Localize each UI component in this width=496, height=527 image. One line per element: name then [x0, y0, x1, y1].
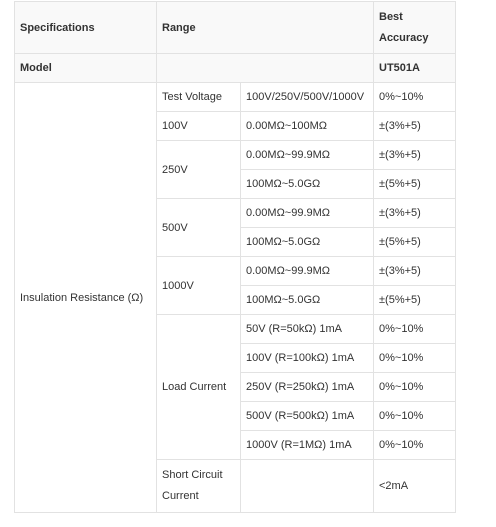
- load-current-accuracy-3: 0%~10%: [374, 373, 456, 402]
- voltage-250v-range-1: 0.00MΩ~99.9MΩ: [241, 141, 374, 170]
- load-current-accuracy-5: 0%~10%: [374, 431, 456, 460]
- specifications-table: [14, 1, 456, 513]
- voltage-250v-accuracy-2: ±(5%+5): [374, 170, 456, 199]
- load-current-accuracy-4: 0%~10%: [374, 402, 456, 431]
- model-value: UT501A: [374, 54, 456, 83]
- voltage-500v-accuracy-1: ±(3%+5): [374, 199, 456, 228]
- voltage-250v-accuracy-1: ±(3%+5): [374, 141, 456, 170]
- insulation-resistance-label: Insulation Resistance (Ω): [15, 83, 157, 513]
- load-current-label: Load Current: [157, 315, 241, 460]
- voltage-500v-range-2: 100MΩ~5.0GΩ: [241, 228, 374, 257]
- short-circuit-current-label: Short Circuit Current: [157, 460, 241, 513]
- voltage-100v-accuracy: ±(3%+5): [374, 112, 456, 141]
- voltage-1000v-accuracy-1: ±(3%+5): [374, 257, 456, 286]
- load-current-range-1: 50V (R=50kΩ) 1mA: [241, 315, 374, 344]
- model-label: Model: [15, 54, 157, 83]
- voltage-250v-range-2: 100MΩ~5.0GΩ: [241, 170, 374, 199]
- voltage-500v-label: 500V: [157, 199, 241, 257]
- header-specifications: Specifications: [15, 2, 157, 54]
- model-row: [15, 54, 456, 83]
- voltage-500v-range-1: 0.00MΩ~99.9MΩ: [241, 199, 374, 228]
- test-voltage-range: 100V/250V/500V/1000V: [241, 83, 374, 112]
- voltage-100v-label: 100V: [157, 112, 241, 141]
- load-current-range-5: 1000V (R=1MΩ) 1mA: [241, 431, 374, 460]
- load-current-range-4: 500V (R=500kΩ) 1mA: [241, 402, 374, 431]
- load-current-accuracy-1: 0%~10%: [374, 315, 456, 344]
- voltage-100v-range: 0.00MΩ~100MΩ: [241, 112, 374, 141]
- voltage-1000v-range-1: 0.00MΩ~99.9MΩ: [241, 257, 374, 286]
- model-empty-cell: [157, 54, 374, 83]
- table-header-row: [15, 2, 456, 54]
- voltage-250v-label: 250V: [157, 141, 241, 199]
- short-circuit-current-accuracy: <2mA: [374, 460, 456, 513]
- voltage-1000v-range-2: 100MΩ~5.0GΩ: [241, 286, 374, 315]
- test-voltage-label: Test Voltage: [157, 83, 241, 112]
- short-circuit-current-range: [241, 460, 374, 513]
- load-current-range-3: 250V (R=250kΩ) 1mA: [241, 373, 374, 402]
- voltage-500v-accuracy-2: ±(5%+5): [374, 228, 456, 257]
- header-range: Range: [157, 2, 374, 54]
- test-voltage-accuracy: 0%~10%: [374, 83, 456, 112]
- table-row: [15, 83, 456, 112]
- voltage-1000v-accuracy-2: ±(5%+5): [374, 286, 456, 315]
- load-current-accuracy-2: 0%~10%: [374, 344, 456, 373]
- header-best-accuracy: Best Accuracy: [374, 2, 456, 54]
- voltage-1000v-label: 1000V: [157, 257, 241, 315]
- load-current-range-2: 100V (R=100kΩ) 1mA: [241, 344, 374, 373]
